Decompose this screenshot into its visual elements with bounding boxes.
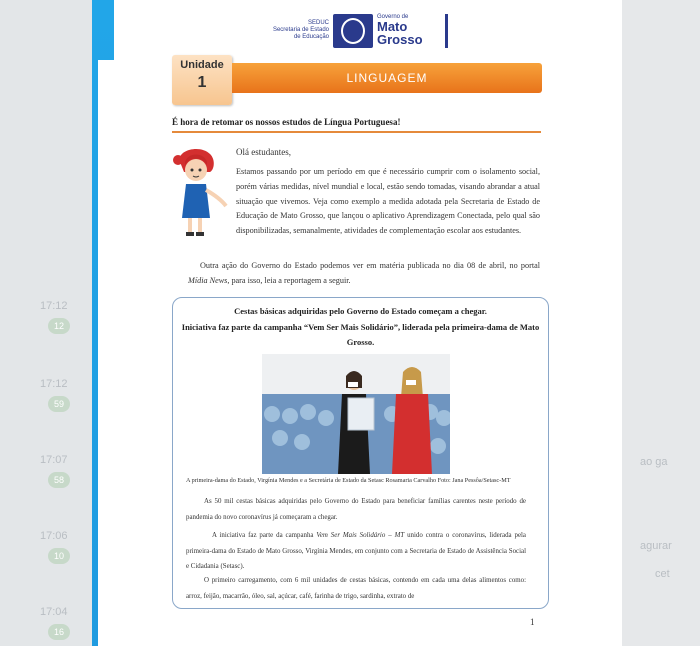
logo-state-name — [377, 20, 423, 46]
seduc-line: de Educação — [293, 34, 329, 40]
news-photo — [262, 354, 450, 474]
logo-name-line: Mato — [377, 19, 408, 34]
seduc-line: SEDUC — [307, 20, 329, 26]
seduc-line: Secretaria de Estado — [272, 27, 329, 33]
bg-badge: 59 — [48, 396, 70, 412]
para2-text-end: , para isso, leia a reportagem a seguir. — [227, 275, 351, 285]
page-edge-cover — [98, 60, 114, 646]
section-rule — [172, 131, 541, 133]
bg-text-fragment: agurar — [640, 540, 672, 552]
article-paragraph-3: O primeiro carregamento, com 6 mil unidades de cestas básicas, contendo em cada uma delas alimentos como: arroz, feijão, macarrão, óleo, sal, açúcar, café, farinha de trigo, sardinha, extrato de — [186, 577, 526, 600]
bg-time: 17:04 — [40, 606, 68, 618]
bg-time: 17:06 — [40, 530, 68, 542]
student-character-illustration — [170, 146, 230, 238]
government-logo — [263, 14, 453, 50]
photo-caption: A primeira-dama do Estado, Virgínia Mendes e a Secretária de Estado da Setasc Rosamaria Carvalho Foto: Jana Pessôa/Setasc-MT — [186, 477, 511, 484]
logo-divider — [445, 14, 448, 48]
seduc-label — [263, 20, 329, 41]
intro-text: Estamos passando por um período em que é necessário cumprir com o isolamento social, porém várias medidas, nível mundial e local, estão sendo tomadas, visando abrandar a atual situação que vivemos. Veja como exemplo a medida adotada pela Secretaria de Estado de Educação de Mato Grosso, que lançou o aplicativo Aprendizagem Conectada, pelo qual são disponibilizadas, semanalmente, atividades de complementação escolar aos estudantes. — [236, 167, 540, 236]
bg-text-fragment: cet — [655, 568, 670, 580]
bg-text-fragment: ao ga — [640, 456, 668, 468]
unit-title-bar: LINGUAGEM — [232, 63, 542, 93]
unit-number: 1 — [197, 74, 207, 91]
page-number: 1 — [530, 617, 535, 627]
background-panel-left — [0, 0, 92, 646]
article-paragraph-1: As 50 mil cestas básicas adquiridas pelo Governo do Estado para beneficiar famílias carentes neste período de pandemia do novo coronavírus já começaram a chegar. — [186, 498, 526, 521]
bg-time: 17:12 — [40, 300, 68, 312]
article-subhead: Iniciativa faz parte da campanha “Vem Ser Mais Solidário”, liderada pela primeira-dama de Mato Grosso. — [181, 322, 540, 347]
bg-badge: 12 — [48, 318, 70, 334]
logo-name-line: Grosso — [377, 32, 423, 47]
article-p2-text-end: unido contra o coronavírus, liderada pela primeira-dama do Estado de Mato Grosso, Virgínia Mendes, em conjunto com a Secretaria de Estado de Assistência Social e Cidadania (Setasc). — [186, 532, 526, 570]
bg-badge: 16 — [48, 624, 70, 640]
article-p2-text: A iniciativa faz parte da campanha — [212, 532, 317, 539]
section-subtitle: É hora de retomar os nossos estudos de Língua Portuguesa! — [172, 117, 401, 127]
bg-badge: 58 — [48, 472, 70, 488]
logo-gov-label: Governo de — [377, 14, 409, 20]
campaign-name: Vem Ser Mais Solidário – MT — [316, 532, 405, 539]
second-paragraph — [188, 259, 540, 289]
article-paragraph-2 — [186, 528, 526, 575]
bg-time: 17:07 — [40, 454, 68, 466]
bg-time: 17:12 — [40, 378, 68, 390]
article-headline: Cestas básicas adquiridas pelo Governo do Estado começam a chegar. — [234, 306, 487, 316]
para2-text: Outra ação do Governo do Estado podemos ver em matéria publicada no dia 08 de abril, no portal — [200, 261, 540, 270]
intro-paragraph — [236, 165, 540, 239]
unit-label: Unidade — [180, 59, 224, 71]
seal-icon — [333, 14, 373, 48]
greeting: Olá estudantes, — [236, 147, 291, 157]
portal-name: Mídia News — [188, 275, 228, 285]
unit-badge — [172, 55, 232, 105]
bg-badge: 10 — [48, 548, 70, 564]
